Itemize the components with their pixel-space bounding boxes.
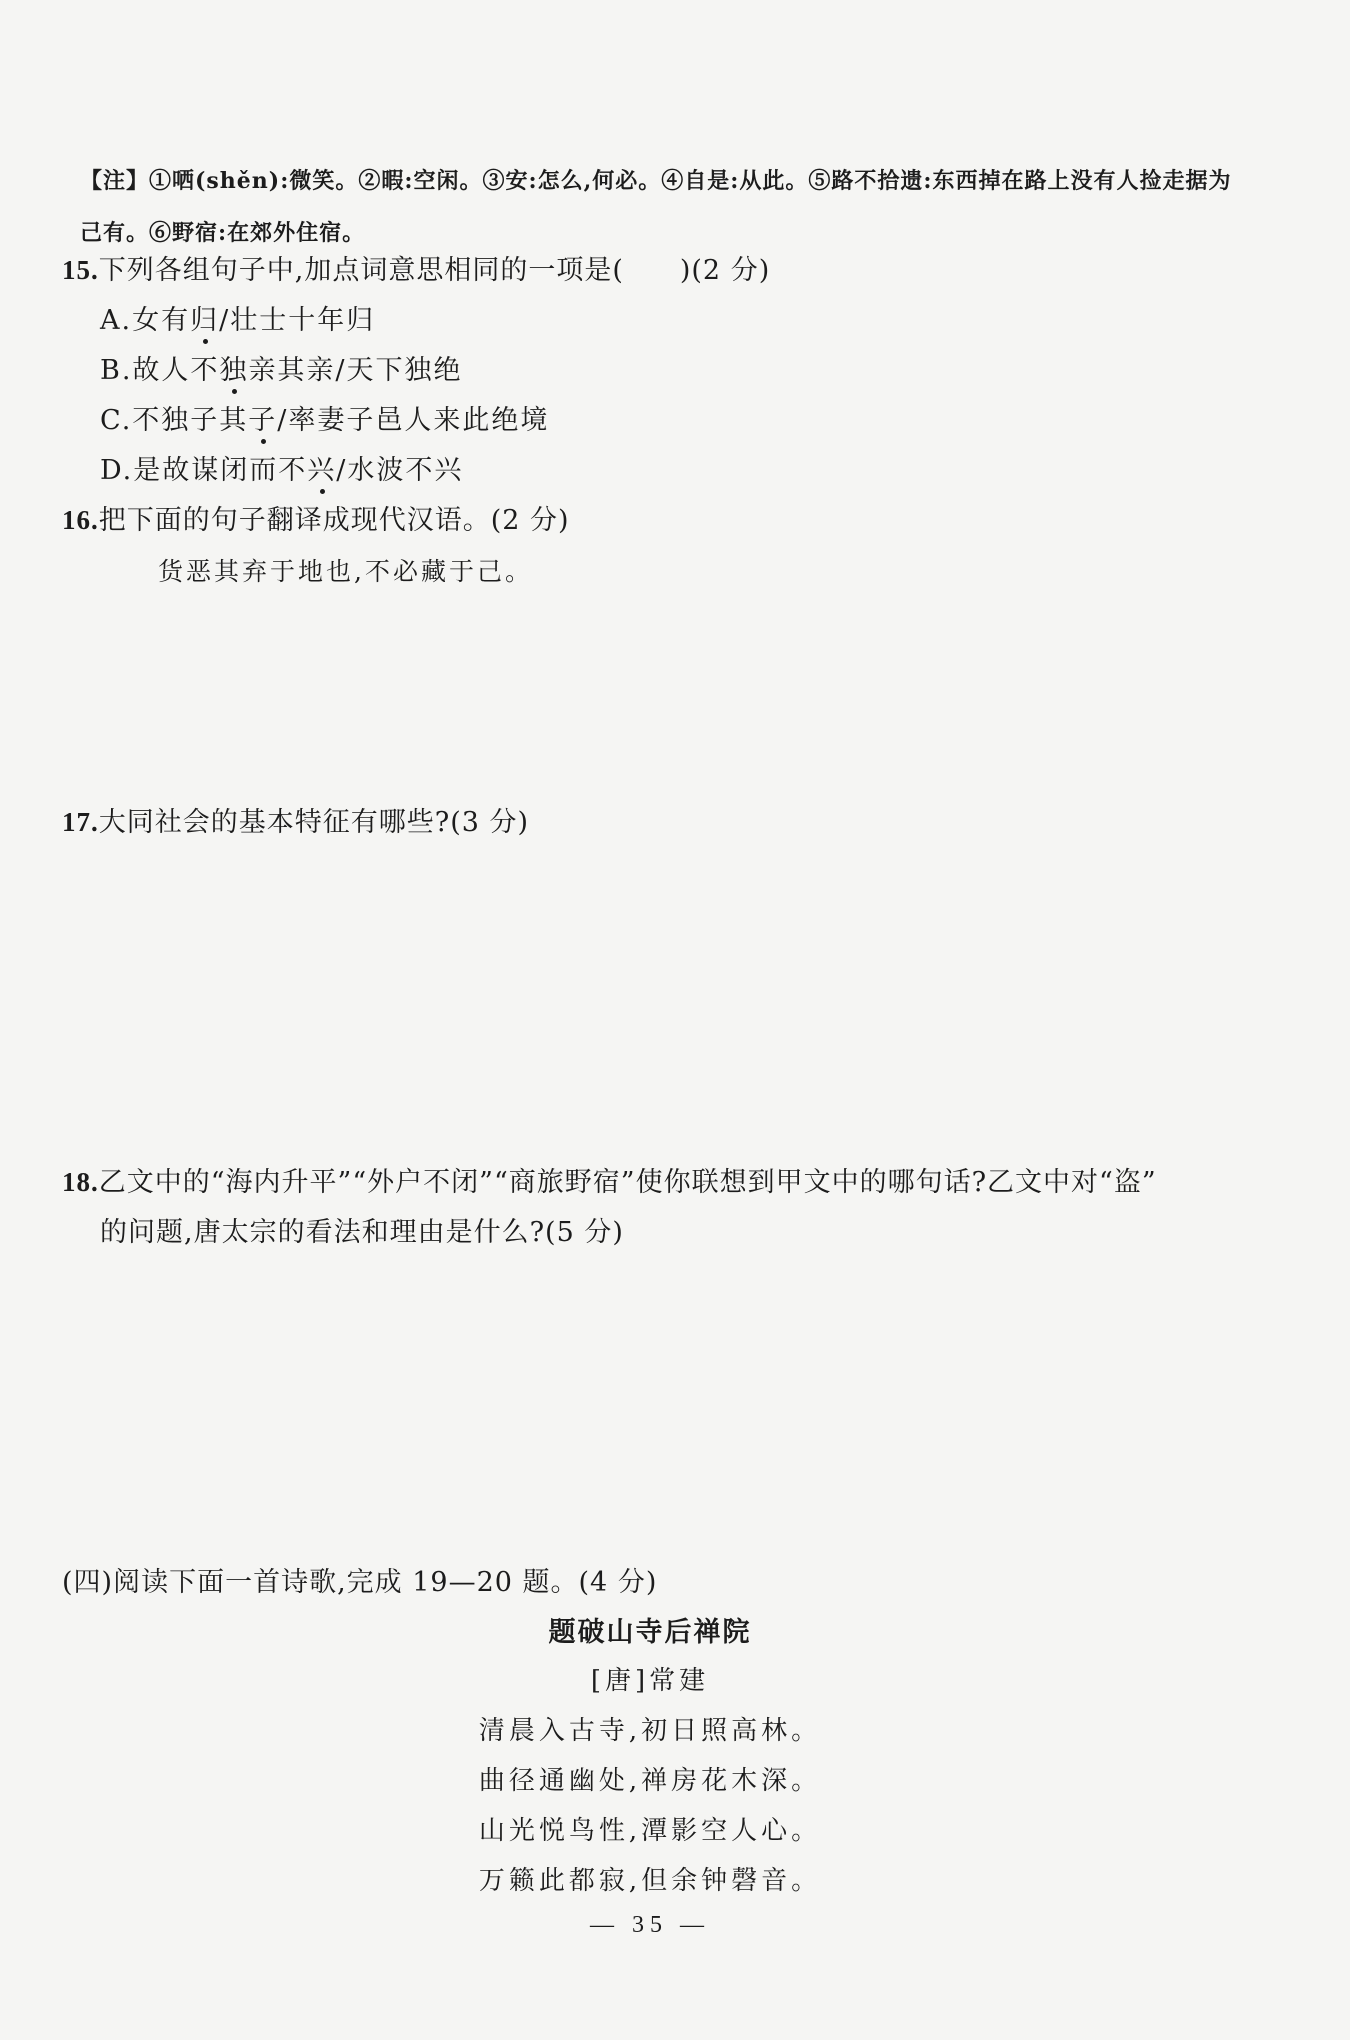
poem-line: 万籁此都寂,但余钟磬音。 [478, 1866, 822, 1896]
dotted-word: 兴 [307, 455, 337, 486]
option-text: /壮士十年归 [219, 305, 376, 336]
option-d [100, 448, 463, 487]
question-text: 大同社会的基本特征有哪些?(3 分) [98, 807, 530, 838]
dotted-word: 归 [190, 305, 220, 336]
question-number: 17. [62, 807, 99, 837]
poem-line: 清晨入古寺,初日照高林。 [478, 1716, 822, 1746]
option-text: C.不独子其 [100, 405, 249, 436]
section-heading: (四)阅读下面一首诗歌,完成 19—20 题。(4 分) [62, 1567, 658, 1598]
option-text: /率妻子邑人来此绝境 [277, 405, 550, 436]
option-text: A.女有 [100, 305, 191, 336]
question-number: 18. [62, 1167, 99, 1197]
option-text: /水波不兴 [336, 455, 464, 486]
note-text: ①哂(shěn):微笑。②暇:空闲。③安:怎么,何必。④自是:从此。⑤路不拾遗:东西掉在路上没有人捡走据为己有。⑥野宿:在郊外住宿。 [80, 168, 1232, 246]
question-number: 15. [62, 255, 99, 285]
question-text: 把下面的句子翻译成现代汉语。(2 分) [98, 505, 570, 536]
question-text: 下列各组句子中,加点词意思相同的一项是( )(2 分) [98, 255, 771, 286]
question-16 [62, 498, 570, 537]
option-text: B.故人不 [100, 355, 220, 386]
question-18 [62, 1160, 1157, 1199]
option-text: D.是故谋闭而不 [100, 455, 308, 486]
question-number: 16. [62, 505, 99, 535]
footnote [80, 155, 1250, 259]
dotted-word: 子 [248, 405, 278, 436]
poem-title: 题破山寺后禅院 [548, 1617, 752, 1648]
option-a [100, 298, 375, 337]
question-18-line2: 的问题,唐太宗的看法和理由是什么?(5 分) [100, 1217, 624, 1248]
question-15 [62, 248, 770, 287]
option-c [100, 398, 549, 437]
question-text-line1: 乙文中的“海内升平”“外户不闭”“商旅野宿”使你联想到甲文中的哪句话?乙文中对“盗” [98, 1167, 1157, 1198]
option-text: 亲其亲/天下独绝 [248, 355, 463, 386]
poem-line: 山光悦鸟性,潭影空人心。 [478, 1816, 822, 1846]
poem-author: [唐]常建 [590, 1666, 710, 1696]
question-17 [62, 800, 529, 839]
poem-line: 曲径通幽处,禅房花木深。 [478, 1766, 822, 1796]
page-number: — 35 — [590, 1912, 710, 1938]
translation-sentence: 货恶其弃于地也,不必藏于己。 [158, 557, 533, 586]
option-b [100, 348, 463, 387]
note-label: 【注】 [80, 168, 150, 194]
dotted-word: 独 [219, 355, 249, 386]
